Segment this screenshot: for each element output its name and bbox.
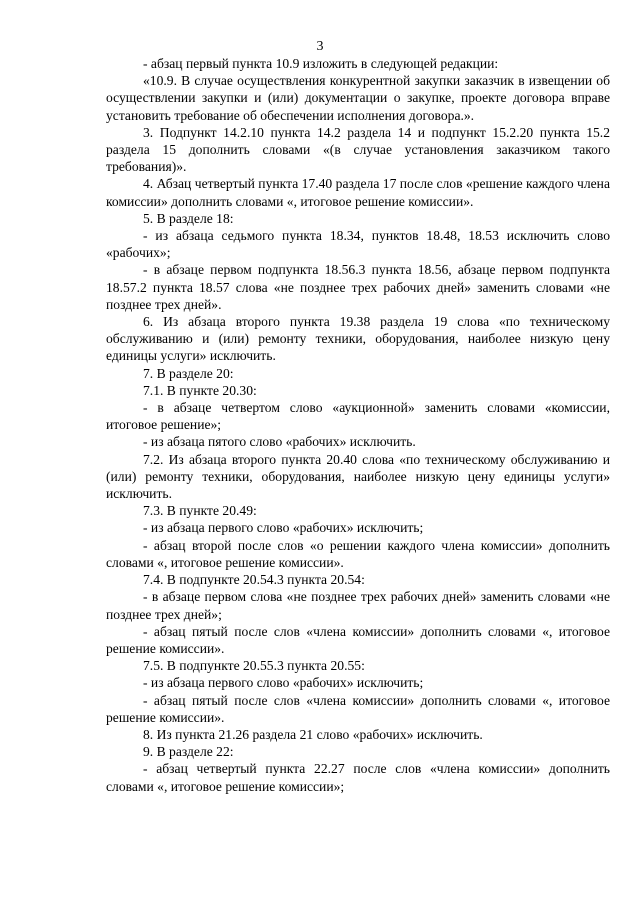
paragraph: - из абзаца первого слово «рабочих» исключить; (143, 520, 424, 536)
paragraph: - из абзаца первого слово «рабочих» исключить; (143, 675, 424, 691)
paragraph: 6. Из абзаца второго пункта 19.38 раздела 19 слова «по техническому обслуживанию и (или) ремонту техники, оборудования, наиболее низкую цену единицы услуги» исключить. (106, 314, 610, 364)
document-body (106, 55, 610, 795)
paragraph: 7. В разделе 20: (143, 365, 234, 381)
paragraph: - в абзаце первом подпункта 18.56.3 пункта 18.56, абзаце первом подпункта 18.57.2 пункта 18.57 слова «не позднее трех рабочих дней» заменить словами «не позднее трех дней». (106, 262, 610, 312)
paragraph: - в абзаце четвертом слово «аукционной» заменить словами «комиссии, итоговое решение»; (106, 400, 610, 433)
paragraph: - абзац пятый после слов «члена комиссии» дополнить словами «, итоговое решение комиссии». (106, 623, 610, 656)
paragraph: 7.3. В пункте 20.49: (143, 503, 257, 519)
paragraph: - в абзаце первом слова «не позднее трех рабочих дней» заменить словами «не позднее трех дней»; (106, 589, 610, 622)
paragraph: - абзац второй после слов «о решении каждого члена комиссии» дополнить словами «, итоговое решение комиссии». (106, 537, 610, 570)
paragraph: - абзац четвертый пункта 22.27 после слов «члена комиссии» дополнить словами «, итоговое решение комиссии»; (106, 761, 610, 794)
paragraph: 7.4. В подпункте 20.54.3 пункта 20.54: (143, 572, 365, 588)
paragraph: 8. Из пункта 21.26 раздела 21 слово «рабочих» исключить. (143, 726, 483, 742)
paragraph: 7.2. Из абзаца второго пункта 20.40 слова «по техническому обслуживанию и (или) ремонту техники, оборудования, наиболее низкую цену единицы услуги» исключить. (106, 451, 610, 502)
paragraph: 4. Абзац четвертый пункта 17.40 раздела 17 после слов «решение каждого члена комиссии» дополнить словами «, итоговое решение комиссии». (106, 176, 610, 209)
paragraph: - из абзаца пятого слово «рабочих» исключить. (143, 434, 416, 450)
paragraph: «10.9. В случае осуществления конкурентной закупки заказчик в извещении об осуществлении закупки и (или) документации о закупке, проекте договора вправе установить требование об обеспечении исполнения договора.». (106, 73, 610, 123)
paragraph: 5. В разделе 18: (143, 210, 234, 226)
paragraph: 7.1. В пункте 20.30: (143, 382, 257, 398)
page-number: 3 (316, 39, 324, 54)
paragraph: 7.5. В подпункте 20.55.3 пункта 20.55: (143, 658, 365, 674)
paragraph: - из абзаца седьмого пункта 18.34, пунктов 18.48, 18.53 исключить слово «рабочих»; (106, 228, 610, 261)
paragraph: - абзац пятый после слов «члена комиссии» дополнить словами «, итоговое решение комиссии». (106, 692, 610, 725)
paragraph: 3. Подпункт 14.2.10 пункта 14.2 раздела 14 и подпункт 15.2.20 пункта 15.2 раздела 15 дополнить словами «(в случае установления заказчиком такого требования)». (106, 124, 610, 175)
paragraph: - абзац первый пункта 10.9 изложить в следующей редакции: (143, 56, 499, 71)
paragraph: 9. В разделе 22: (143, 744, 234, 760)
